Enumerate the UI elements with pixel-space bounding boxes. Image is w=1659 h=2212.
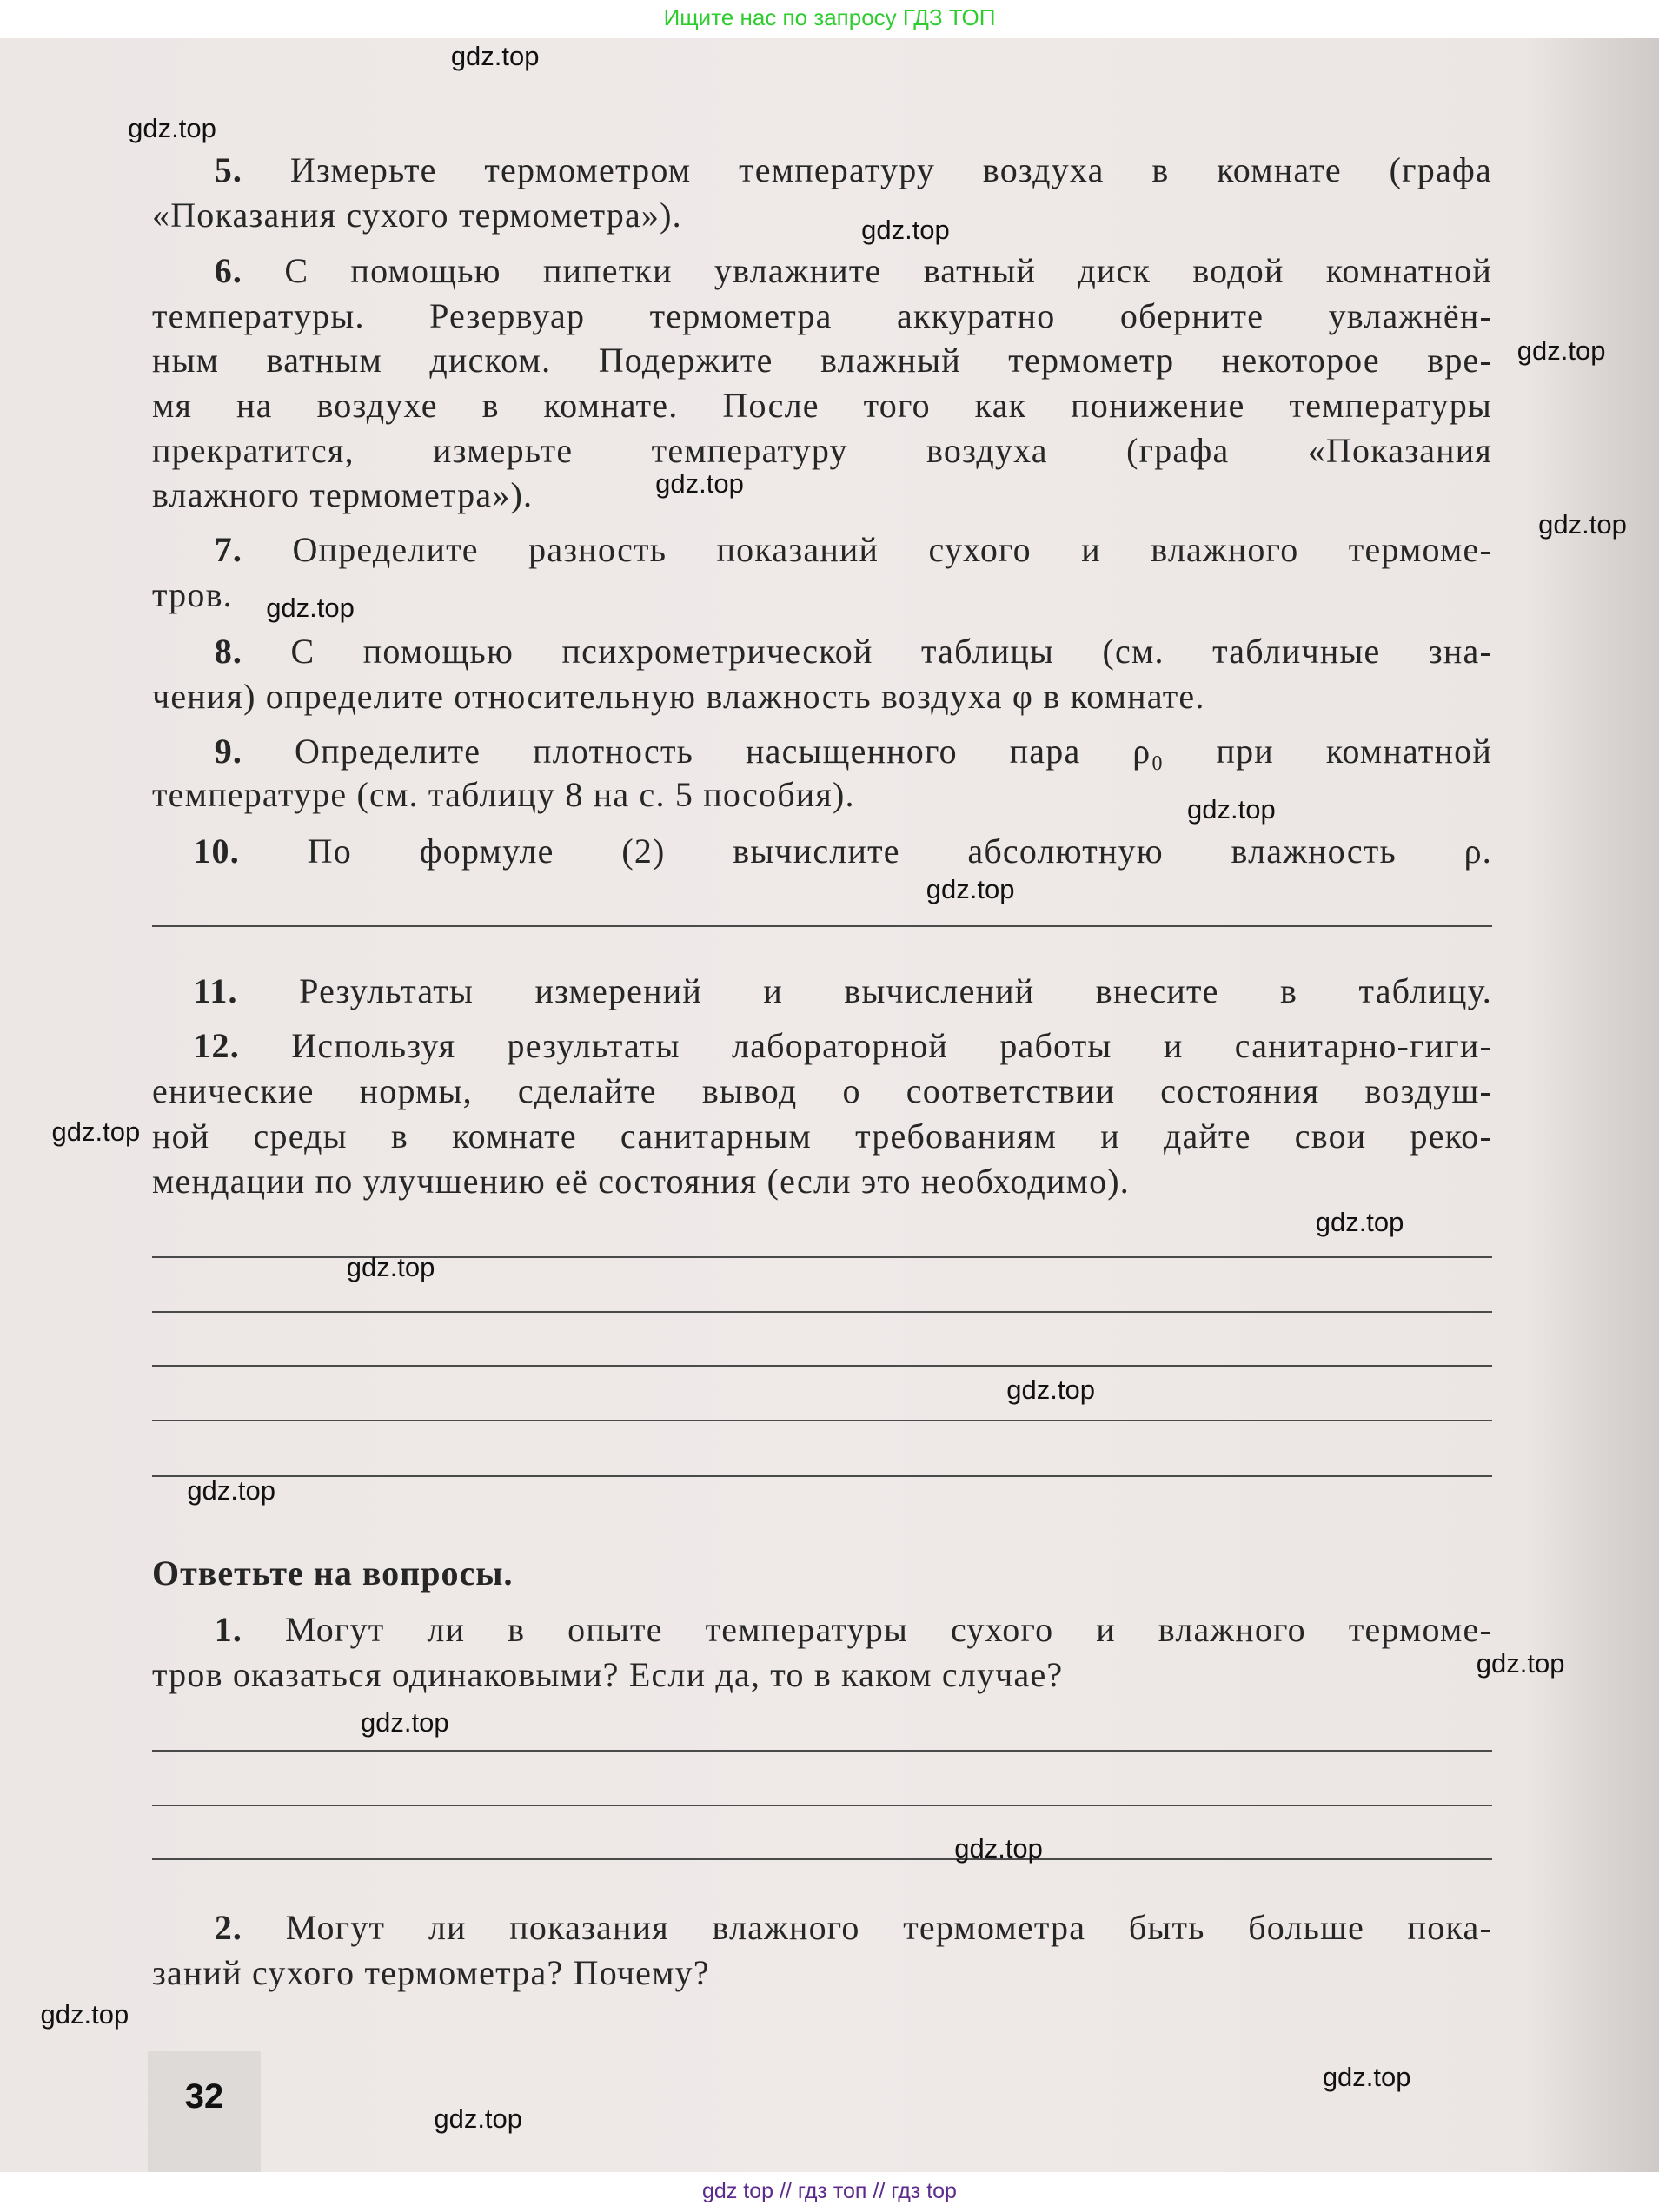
watermark: gdz.top (926, 874, 1015, 905)
step-number: 12. (193, 1026, 240, 1066)
question-number: 1. (214, 1610, 243, 1650)
answer-line[interactable] (152, 1475, 1492, 1477)
watermark: gdz.top (655, 467, 744, 499)
watermark: gdz.top (1315, 1207, 1404, 1238)
watermark: gdz.top (1006, 1374, 1095, 1406)
page-number-box (148, 2051, 261, 2172)
question-2-line (215, 1905, 1492, 1950)
step-number: 10. (193, 831, 240, 871)
watermark: gdz.top (954, 1832, 1043, 1864)
step-8-line (152, 1069, 1492, 1114)
step-8-line (152, 1114, 1492, 1159)
step-8-line (193, 1023, 1492, 1069)
step-3-line (152, 573, 233, 618)
step-text: По формуле (2) вычислите абсолютную влажность ρ. (307, 831, 1492, 871)
watermark: gdz.top (1476, 1648, 1565, 1679)
step-2-line (152, 473, 533, 518)
answer-line[interactable] (152, 925, 1492, 927)
watermark: gdz.top (434, 2103, 523, 2135)
question-text: тров оказаться одинаковыми? Если да, то в каком случае? (152, 1655, 1064, 1695)
step-7-line (193, 969, 1492, 1014)
step-1-line (152, 193, 682, 238)
answer-line[interactable] (152, 1365, 1492, 1367)
step-4-line (152, 674, 1205, 719)
step-text: ной среды в комнате санитарным требованиям и дайте свои реко- (152, 1116, 1492, 1156)
step-2-line (152, 294, 1492, 339)
watermark: gdz.top (861, 214, 950, 245)
step-number: 7. (214, 529, 243, 569)
step-text: чения) определите относительную влажность воздуха φ в комнате. (152, 676, 1205, 716)
step-text: Определите плотность насыщенного пара ρ₀ при комнатной (295, 732, 1492, 772)
watermark: gdz.top (128, 112, 216, 143)
step-text: Измерьте термометром температуру воздуха в комнате (графа (289, 150, 1492, 190)
page-number: 32 (184, 2077, 224, 2116)
watermark: gdz.top (40, 1999, 129, 2030)
step-2-line (152, 338, 1492, 383)
step-5-line (152, 772, 855, 818)
step-text: температуре (см. таблицу 8 на с. 5 пособия). (152, 775, 855, 815)
step-text: енические нормы, сделайте вывод о соответствии состояния воздуш- (152, 1071, 1492, 1111)
answer-line[interactable] (152, 1858, 1492, 1860)
step-number: 8. (214, 631, 243, 671)
watermark: gdz.top (346, 1252, 435, 1283)
watermark: gdz.top (1187, 793, 1276, 825)
footer-links[interactable]: gdz top // гдз топ // гдз top (702, 2179, 957, 2203)
step-2-line (215, 248, 1492, 294)
search-banner[interactable]: Ищите нас по запросу ГДЗ ТОП (663, 4, 996, 30)
question-text: заний сухого термометра? Почему? (152, 1952, 710, 1992)
watermark: gdz.top (187, 1474, 276, 1506)
step-text: прекратится, измерьте температуру воздуха (графа «Показания (152, 431, 1492, 471)
step-1-line (215, 148, 1492, 193)
watermark: gdz.top (51, 1116, 141, 1148)
step-text: тров. (152, 574, 233, 614)
question-number: 2. (214, 1907, 243, 1947)
watermark: gdz.top (450, 40, 540, 71)
step-2-line (152, 383, 1492, 428)
step-number: 5. (214, 150, 243, 190)
watermark: gdz.top (360, 1707, 449, 1738)
step-text: Используя результаты лабораторной работы и санитарно-гиги- (291, 1026, 1492, 1066)
step-text: мендации по улучшению её состояния (если это необходимо). (152, 1162, 1131, 1202)
watermark: gdz.top (1322, 2061, 1411, 2092)
question-text: Могут ли в опыте температуры сухого и влажного термоме- (285, 1610, 1492, 1650)
answer-line[interactable] (152, 1420, 1492, 1421)
questions-heading: Ответьте на вопросы. (152, 1553, 514, 1593)
question-text: Могут ли показания влажного термометра быть больше пока- (285, 1907, 1492, 1947)
step-text: Результаты измерений и вычислений внесите в таблицу. (299, 970, 1492, 1010)
step-text: температуры. Резервуар термометра аккуратно оберните увлажнён- (152, 295, 1492, 335)
step-8-line (152, 1159, 1130, 1204)
step-2-line (152, 428, 1492, 474)
watermark: gdz.top (1538, 508, 1627, 540)
step-text: С помощью психрометрической таблицы (см. табличные зна- (290, 631, 1492, 671)
step-text: «Показания сухого термометра»). (152, 195, 682, 235)
step-5-line (215, 729, 1492, 774)
question-2-line (152, 1950, 710, 1996)
step-text: Определите разность показаний сухого и влажного термоме- (292, 529, 1492, 569)
answer-line[interactable] (152, 1311, 1492, 1313)
step-4-line (215, 629, 1492, 674)
watermark: gdz.top (266, 592, 355, 623)
watermark: gdz.top (1516, 335, 1606, 367)
step-text: С помощью пипетки увлажните ватный диск водой комнатной (284, 250, 1492, 290)
step-text: ным ватным диском. Подержите влажный термометр некоторое вре- (152, 341, 1492, 381)
question-1-line (215, 1607, 1492, 1652)
step-number: 11. (193, 970, 238, 1010)
step-number: 9. (214, 732, 243, 772)
step-number: 6. (214, 250, 243, 290)
question-1-line (152, 1652, 1063, 1698)
step-text: мя на воздухе в комнате. После того как понижение температуры (152, 386, 1492, 426)
step-6-line (193, 829, 1492, 874)
answer-line[interactable] (152, 1750, 1492, 1752)
answer-line[interactable] (152, 1805, 1492, 1806)
step-3-line (215, 527, 1492, 573)
step-text: влажного термометра»). (152, 474, 534, 514)
